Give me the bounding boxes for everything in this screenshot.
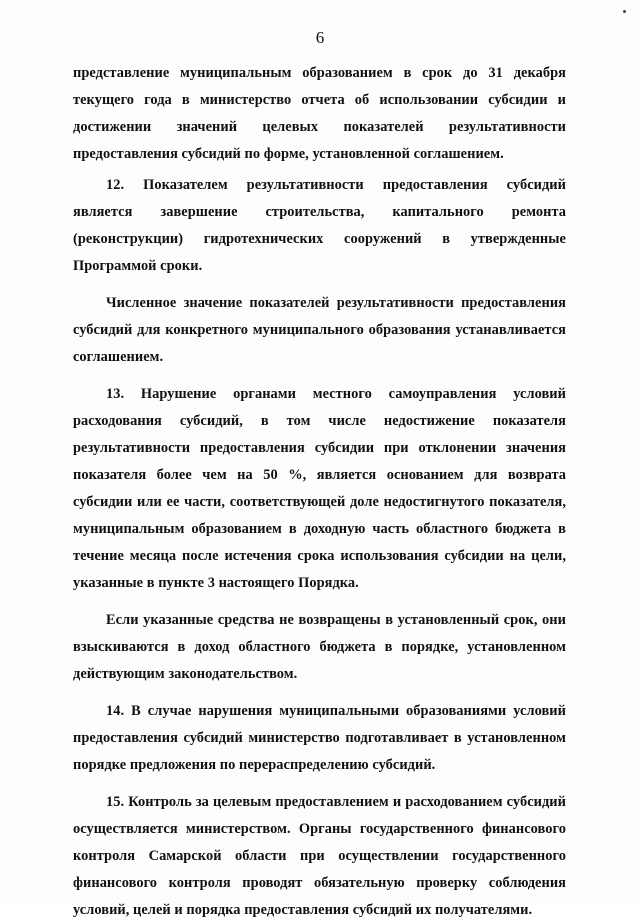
paragraph-return-funds: Если указанные средства не возвращены в установленный срок, они взыскиваются в доход областного бюджета в порядке, установленном действующим законодательством. xyxy=(73,612,566,682)
paragraph-item-12: 12. Показателем результативности предоставления субсидий является завершение строительства, капитального ремонта (реконструкции) гидротехнических сооружений в утвержденные Программой сроки. xyxy=(73,177,566,274)
paragraph-item-13: 13. Нарушение органами местного самоуправления условий расходования субсидий, в том числе недостижение показателя результативности предоставления субсидии при отклонении значения показателя более чем на 50 %, является основанием для возврата субсидии или ее части, соответствующей доле недостигнутого показателя, муниципальным образованием в доходную часть областного бюджета в течение месяца после истечения срока использования субсидии на цели, указанные в пункте 3 настоящего Порядка. xyxy=(73,386,566,591)
paragraph-continuation: представление муниципальным образованием в срок до 31 декабря текущего года в министерство отчета об использовании субсидии и достижении значений целевых показателей результативности предоставления субсидий по форме, установленной соглашением. xyxy=(73,65,566,162)
document-body xyxy=(73,60,566,924)
paragraph-item-15: 15. Контроль за целевым предоставлением и расходованием субсидий осуществляется министерством. Органы государственного финансового контроля Самарской области при осуществлении государственного финансового контроля проводят обязательную проверку соблюдения условий, целей и порядка предоставления субсидий их получателями. xyxy=(73,794,566,918)
paragraph-numeric-value: Численное значение показателей результативности предоставления субсидий для конкретного муниципального образования устанавливается соглашением. xyxy=(73,295,566,365)
paragraph-item-14: 14. В случае нарушения муниципальными образованиями условий предоставления субсидий министерство подготавливает в установленном порядке предложения по перераспределению субсидий. xyxy=(73,703,566,773)
scan-artifact-dot xyxy=(623,10,626,13)
page-number: 6 xyxy=(315,28,325,47)
